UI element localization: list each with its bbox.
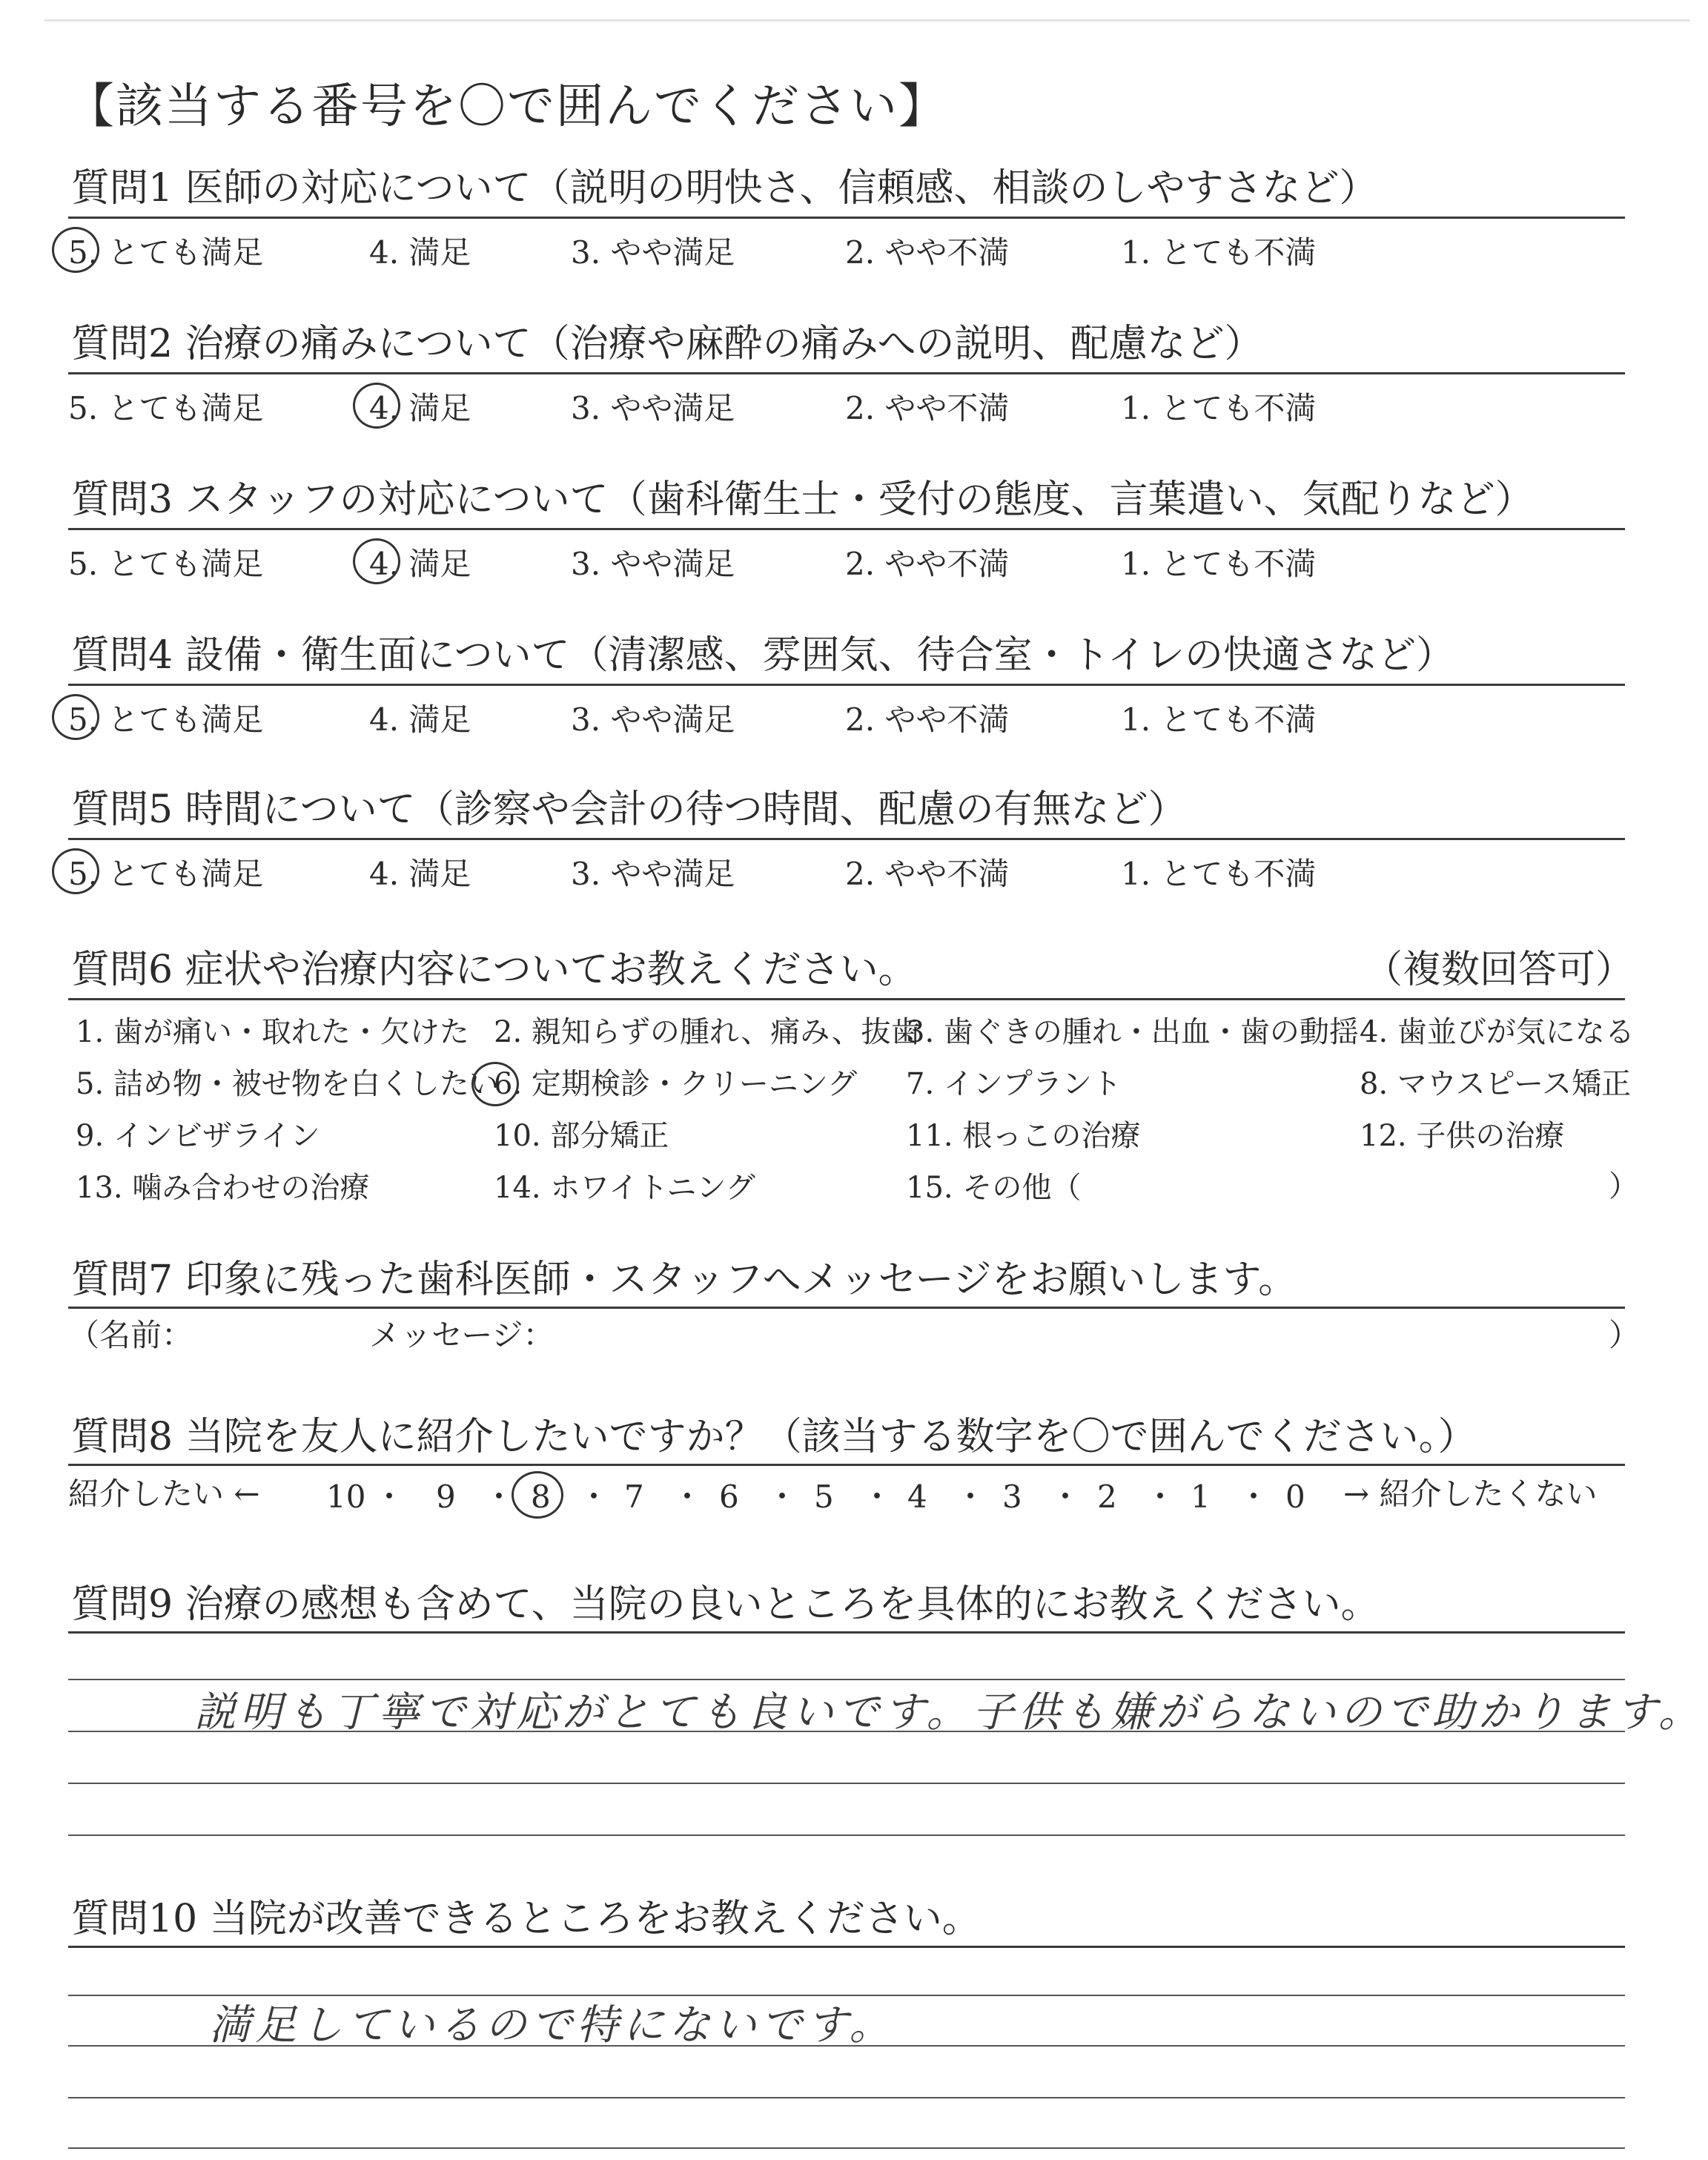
q5-title: 質問5 時間について（診察や会計の待つ時間、配慮の有無など） [71, 787, 1187, 832]
q8-scale-5[interactable]: 5 [814, 1479, 834, 1515]
q8-scale-7[interactable]: 7 [624, 1479, 644, 1515]
q4-option-2[interactable]: 2. やや不満 [845, 701, 1010, 738]
q6-option-15[interactable]: 15. その他（ [906, 1171, 1082, 1205]
q4-option-5[interactable]: 5. とても満足 [68, 701, 264, 738]
q2-option-2[interactable]: 2. やや不満 [845, 390, 1010, 426]
q3-selected-circle[interactable] [353, 538, 400, 584]
q5-option-2[interactable]: 2. やや不満 [845, 856, 1010, 892]
q9-rule [68, 1631, 1625, 1634]
q4-selected-circle[interactable] [52, 694, 99, 740]
q5-rule [68, 838, 1625, 840]
q3-option-4[interactable]: 4. 満足 [369, 546, 471, 582]
q1-option-1[interactable]: 1. とても不満 [1121, 234, 1317, 271]
q10-title: 質問10 当院が改善できるところをお教えください。 [71, 1897, 981, 1941]
q5-selected-circle[interactable] [52, 848, 99, 894]
q10-answer[interactable]: 満足しているので特にないです。 [209, 2001, 896, 2050]
q6-option-5[interactable]: 5. 詰め物・被せ物を白くしたい [76, 1067, 499, 1101]
q6-option-4[interactable]: 4. 歯並びが気になる [1360, 1015, 1635, 1049]
q7-message-label: メッセージ： [369, 1317, 555, 1353]
q3-option-5[interactable]: 5. とても満足 [68, 546, 264, 582]
q6-option-7[interactable]: 7. インプラント [906, 1067, 1122, 1101]
q9-line-1 [68, 1679, 1625, 1680]
q7-title: 質問7 印象に残った歯科医師・スタッフへメッセージをお願いします。 [71, 1258, 1297, 1302]
q8-separator: ・ [1238, 1479, 1270, 1515]
q10-line-1 [68, 1995, 1625, 1996]
q6-rule [68, 998, 1625, 1000]
q10-line-3 [68, 2097, 1625, 2098]
q6-option-6[interactable]: 6. 定期検診・クリーニング [494, 1067, 858, 1101]
q10-rule [68, 1946, 1625, 1948]
q6-option-10[interactable]: 10. 部分矯正 [494, 1119, 669, 1153]
q4-rule [68, 684, 1625, 686]
q5-option-1[interactable]: 1. とても不満 [1121, 856, 1317, 892]
q6-option-3[interactable]: 3. 歯ぐきの腫れ・出血・歯の動揺 [906, 1015, 1359, 1049]
form-heading: 【該当する番号を〇で囲んでください】 [67, 79, 947, 134]
q8-scale-4[interactable]: 4 [907, 1479, 927, 1515]
q3-title: 質問3 スタッフの対応について（歯科衛生士・受付の態度、言葉遣い、気配りなど） [71, 478, 1534, 522]
q8-separator: ・ [861, 1479, 893, 1515]
q8-title: 質問8 当院を友人に紹介したいですか？（該当する数字を〇で囲んでください。） [71, 1415, 1477, 1459]
q3-option-3[interactable]: 3. やや満足 [571, 546, 735, 582]
q8-scale-9[interactable]: 9 [436, 1479, 456, 1515]
q8-separator: ・ [672, 1479, 704, 1515]
q3-option-2[interactable]: 2. やや不満 [845, 546, 1010, 582]
q6-option-8[interactable]: 8. マウスピース矯正 [1360, 1067, 1632, 1101]
q1-option-5[interactable]: 5. とても満足 [68, 234, 264, 271]
q8-separator: ・ [1050, 1479, 1082, 1515]
q1-title: 質問1 医師の対応について（説明の明快さ、信頼感、相談のしやすさなど） [71, 166, 1378, 211]
q3-rule [68, 528, 1625, 530]
q7-name-label: （名前： [68, 1317, 193, 1353]
q4-option-4[interactable]: 4. 満足 [369, 701, 471, 738]
q10-line-4 [68, 2147, 1625, 2149]
top-border [44, 19, 1690, 22]
q5-option-3[interactable]: 3. やや満足 [571, 856, 735, 892]
q8-scale-8[interactable]: 8 [531, 1479, 551, 1515]
q8-right-label: → 紹介したくない [1343, 1476, 1598, 1512]
q3-option-1[interactable]: 1. とても不満 [1121, 546, 1317, 582]
q9-line-3 [68, 1783, 1625, 1784]
q5-option-5[interactable]: 5. とても満足 [68, 856, 264, 892]
q2-selected-circle[interactable] [353, 383, 400, 429]
q6-option-11[interactable]: 11. 根っこの治療 [906, 1119, 1141, 1153]
q6-option-9[interactable]: 9. インビザライン [76, 1119, 320, 1153]
q8-separator: ・ [483, 1479, 515, 1515]
q8-scale-10[interactable]: 10 [326, 1479, 366, 1515]
q6-option-14[interactable]: 14. ホワイトニング [494, 1171, 755, 1205]
q9-answer[interactable]: 説明も丁寧で対応がとても良いです。子供も嫌がらないので助かります。 [194, 1688, 1705, 1737]
q6-selected-circle[interactable] [471, 1062, 519, 1106]
q6-option-1[interactable]: 1. 歯が痛い・取れた・欠けた [76, 1015, 469, 1049]
q6-option-2[interactable]: 2. 親知らずの腫れ、痛み、抜歯 [494, 1015, 921, 1049]
q1-option-2[interactable]: 2. やや不満 [845, 234, 1010, 271]
q8-separator: ・ [955, 1479, 987, 1515]
q2-option-3[interactable]: 3. やや満足 [571, 390, 735, 426]
q9-line-4 [68, 1834, 1625, 1836]
q1-option-4[interactable]: 4. 満足 [369, 234, 471, 271]
q1-selected-circle[interactable] [52, 227, 99, 273]
q2-option-1[interactable]: 1. とても不満 [1121, 390, 1317, 426]
q8-separator: ・ [578, 1479, 610, 1515]
q8-separator: ・ [374, 1479, 406, 1515]
q4-option-1[interactable]: 1. とても不満 [1121, 701, 1317, 738]
q8-rule [68, 1464, 1625, 1466]
q8-scale-2[interactable]: 2 [1097, 1479, 1117, 1515]
q8-scale-3[interactable]: 3 [1002, 1479, 1022, 1515]
q1-rule [68, 217, 1625, 219]
q7-close-paren: ） [1609, 1317, 1641, 1353]
q6-option-12[interactable]: 12. 子供の治療 [1360, 1119, 1565, 1153]
q4-option-3[interactable]: 3. やや満足 [571, 701, 735, 738]
q8-selected-circle[interactable] [512, 1471, 563, 1519]
q2-option-5[interactable]: 5. とても満足 [68, 390, 264, 426]
q9-title: 質問9 治療の感想も含めて、当院の良いところを具体的にお教えください。 [71, 1582, 1380, 1627]
q6-title: 質問6 症状や治療内容についてお教えください。 [71, 948, 917, 992]
q1-option-3[interactable]: 3. やや満足 [571, 234, 735, 271]
q8-separator: ・ [767, 1479, 798, 1515]
q8-scale-0[interactable]: 0 [1285, 1479, 1305, 1515]
q8-scale-6[interactable]: 6 [719, 1479, 739, 1515]
q2-rule [68, 372, 1625, 374]
q2-title: 質問2 治療の痛みについて（治療や麻酔の痛みへの説明、配慮など） [71, 322, 1263, 366]
q7-rule [68, 1307, 1625, 1309]
q8-left-label: 紹介したい ← [68, 1476, 260, 1512]
q8-scale-1[interactable]: 1 [1191, 1479, 1211, 1515]
q8-separator: ・ [1145, 1479, 1176, 1515]
q2-option-4[interactable]: 4. 満足 [369, 390, 471, 426]
q4-title: 質問4 設備・衛生面について（清潔感、雰囲気、待合室・トイレの快適さなど） [71, 633, 1454, 678]
q6-option-13[interactable]: 13. 噛み合わせの治療 [76, 1171, 370, 1205]
q6-note: （複数回答可） [1364, 948, 1635, 992]
q6-close-paren: ） [1609, 1169, 1638, 1203]
q5-option-4[interactable]: 4. 満足 [369, 856, 471, 892]
